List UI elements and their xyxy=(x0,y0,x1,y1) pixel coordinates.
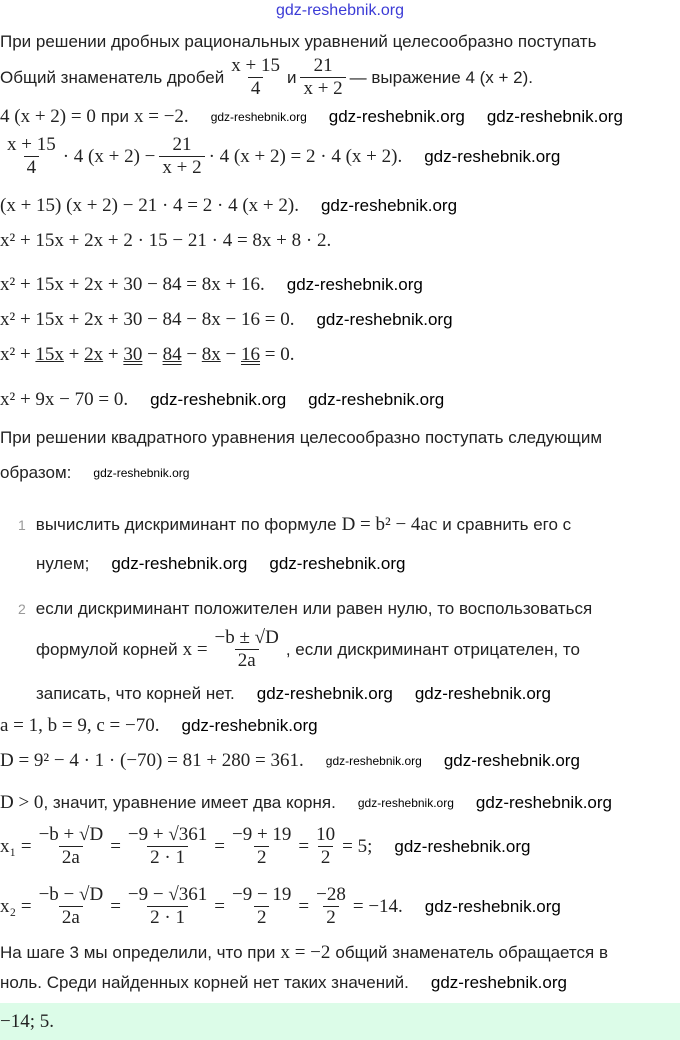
watermark: gdz-reshebnik.org xyxy=(308,390,445,409)
line-9-like-terms xyxy=(0,344,294,366)
line-5-row xyxy=(0,195,457,217)
line-5: (x + 15) (x + 2) − 21 · 4 = 2 · 4 (x + 2). xyxy=(0,195,299,216)
step-2-formula xyxy=(36,627,580,672)
denominator: 2 · 1 xyxy=(147,906,188,929)
numerator: 21 xyxy=(313,55,333,76)
numerator: x + 15 xyxy=(231,55,280,76)
fraction xyxy=(125,884,210,929)
root-x1: x₁ = $\frac{-b + √D}{2a}$ = $\frac{-9 + √361}{2 \cdot 1}$ = $\frac{-9 + 19}{2}$ = $\frac{10}{2}$ = 5; gdz-reshebnik.org xyxy=(0,824,531,868)
math: · 4 (x + 2) − xyxy=(62,145,156,167)
math: = −14. xyxy=(352,895,403,917)
numerator: x + 15 xyxy=(7,134,56,155)
fraction xyxy=(36,884,107,929)
denominator: 2 xyxy=(254,906,270,929)
answer: −14; 5. xyxy=(0,1011,54,1032)
math: 2x xyxy=(84,344,104,365)
watermark: gdz-reshebnik.org xyxy=(394,836,531,856)
line-8-row xyxy=(0,309,453,331)
text: вычислить дискриминант по формуле xyxy=(35,515,337,534)
numerator: −9 + √361 xyxy=(127,824,208,845)
text: при xyxy=(100,107,129,126)
denominator: 2a xyxy=(59,906,83,929)
watermark: gdz-reshebnik.org xyxy=(328,107,465,126)
text: формулой корней xyxy=(36,639,178,659)
denominator: 4 xyxy=(24,156,40,179)
line-6: x² + 15x + 2x + 2 · 15 − 21 · 4 = 8x + 8 · 2. xyxy=(0,230,332,251)
fraction xyxy=(159,134,204,179)
text: — выражение 4 (x + 2). xyxy=(349,67,533,87)
math: x₁ = xyxy=(0,835,32,857)
math: · 4 (x + 2) = 2 · 4 (x + 2). xyxy=(208,145,403,167)
denominator: x + 2 xyxy=(159,156,204,179)
watermark: gdz-reshebnik.org xyxy=(181,716,318,735)
math: − xyxy=(181,344,202,365)
watermark: gdz-reshebnik.org xyxy=(111,554,248,573)
line-8: x² + 15x + 2x + 30 − 84 − 8x − 16 = 0. xyxy=(0,309,295,330)
math: x₂ = xyxy=(0,895,32,917)
math: − xyxy=(142,344,163,365)
step-2-cont-row xyxy=(36,684,551,704)
text: и xyxy=(286,67,297,87)
discriminant-positive xyxy=(0,792,612,814)
coefficients: a = 1, b = 9, c = −70. xyxy=(0,715,160,736)
watermark: gdz-reshebnik.org xyxy=(357,796,454,810)
fraction xyxy=(300,55,345,100)
numerator: −9 − √361 xyxy=(127,884,208,905)
watermark: gdz-reshebnik.org xyxy=(93,466,190,480)
quad-intro-1: При решении квадратного уравнения целесообразно поступать следующим xyxy=(0,428,603,447)
line-7: x² + 15x + 2x + 30 − 84 = 8x + 16. xyxy=(0,274,265,295)
watermark: gdz-reshebnik.org xyxy=(150,390,287,409)
watermark: gdz-reshebnik.org xyxy=(486,107,623,126)
watermark: gdz-reshebnik.org xyxy=(443,751,580,770)
watermark: gdz-reshebnik.org xyxy=(430,973,567,992)
numerator: −b − √D xyxy=(38,884,104,905)
fraction xyxy=(212,627,282,672)
coefficients-row xyxy=(0,715,318,737)
watermark: gdz-reshebnik.org xyxy=(424,896,561,916)
watermark: gdz-reshebnik.org xyxy=(475,793,612,812)
watermark: gdz-reshebnik.org xyxy=(320,196,458,215)
fraction xyxy=(228,55,283,100)
line-10-row xyxy=(0,389,444,411)
denominator: 4 xyxy=(248,77,264,100)
numerator: −b ± √D xyxy=(214,627,279,648)
math: 84 xyxy=(162,344,182,365)
math: + xyxy=(103,344,124,365)
math: 8x xyxy=(201,344,221,365)
fraction xyxy=(313,824,338,869)
numerator: 10 xyxy=(316,824,336,845)
math: x = −2 xyxy=(280,942,331,963)
watermark: gdz-reshebnik.org xyxy=(269,554,406,573)
watermark-top[interactable]: gdz-reshebnik.org xyxy=(275,2,405,19)
text: На шаге 3 мы определили, что при xyxy=(0,943,276,962)
fraction xyxy=(229,824,294,869)
watermark: gdz-reshebnik.org xyxy=(286,275,423,294)
conclusion-2-row xyxy=(0,973,567,993)
math: D > 0 xyxy=(0,792,44,813)
line-10: x² + 9x − 70 = 0. xyxy=(0,389,129,410)
fraction xyxy=(229,884,294,929)
text: и сравнить его с xyxy=(442,515,572,534)
fraction xyxy=(313,884,349,929)
denominator: 2a xyxy=(59,846,83,869)
numerator: −b + √D xyxy=(38,824,104,845)
watermark: gdz-reshebnik.org xyxy=(210,110,307,124)
math: + xyxy=(63,344,85,365)
line-common-denominator xyxy=(0,55,533,100)
conclusion-2: ноль. Среди найденных корней нет таких значений. xyxy=(0,973,409,992)
fraction xyxy=(36,824,107,869)
fraction xyxy=(4,134,59,179)
math: 16 xyxy=(241,344,261,365)
answer-box xyxy=(0,1003,680,1040)
denominator: 2 xyxy=(323,906,339,929)
math: 15x xyxy=(35,344,64,365)
math: 4 (x + 2) = 0 xyxy=(0,106,96,127)
line-7-row xyxy=(0,274,423,296)
math: x = xyxy=(182,638,208,660)
text: Общий знаменатель дробей xyxy=(0,67,225,87)
math: x = −2. xyxy=(134,106,189,127)
discriminant-row xyxy=(0,750,580,772)
watermark: gdz-reshebnik.org xyxy=(316,310,453,329)
quad-intro-2: образом: xyxy=(0,463,72,482)
step-2-cont: записать, что корней нет. xyxy=(36,684,235,703)
math: 30 xyxy=(123,344,143,365)
denominator: 2 xyxy=(254,846,270,869)
line-zero-condition xyxy=(0,106,623,128)
quad-intro-2-row xyxy=(0,463,189,483)
watermark: gdz-reshebnik.org xyxy=(414,684,551,703)
numerator: −9 − 19 xyxy=(231,884,292,905)
math: = 5; xyxy=(342,835,373,857)
watermark: gdz-reshebnik.org xyxy=(424,146,561,166)
denominator: 2 · 1 xyxy=(147,846,188,869)
numerator: −28 xyxy=(316,884,346,905)
fraction xyxy=(125,824,210,869)
line-multiply xyxy=(0,134,560,179)
numerator: 21 xyxy=(172,134,192,155)
discriminant: D = 9² − 4 · 1 · (−70) = 81 + 280 = 361. xyxy=(0,750,304,771)
intro-text: При решении дробных рациональных уравнений целесообразно поступать xyxy=(0,32,597,51)
watermark: gdz-reshebnik.org xyxy=(256,684,393,703)
math: − xyxy=(220,344,242,365)
watermark: gdz-reshebnik.org xyxy=(325,754,422,768)
denominator: 2 xyxy=(318,846,334,869)
step-number: 1 xyxy=(18,517,26,533)
text: общий знаменатель обращается в xyxy=(335,943,608,962)
text: если дискриминант положителен или равен нулю, то воспользоваться xyxy=(35,599,593,618)
step-1-cont: нулем; xyxy=(36,554,90,573)
denominator: x + 2 xyxy=(300,77,345,100)
step-number: 2 xyxy=(18,601,26,617)
math: = 0. xyxy=(260,344,295,365)
denominator: 2a xyxy=(235,649,259,672)
step-1-cont-row xyxy=(36,554,405,574)
root-x2: x₂ = $\frac{-b - √D}{2a}$ = $\frac{-9 - √361}{2 \cdot 1}$ = $\frac{-9 - 19}{2}$ = $\frac{-28}{2}$ = −14. gdz-reshebnik.org xyxy=(0,884,561,928)
step-1 xyxy=(18,514,571,536)
math: x² + xyxy=(0,344,36,365)
text: , если дискриминант отрицателен, то xyxy=(285,639,580,659)
text: , значит, уравнение имеет два корня. xyxy=(43,793,336,812)
conclusion-1 xyxy=(0,942,608,964)
math: D = b² − 4ac xyxy=(341,514,438,535)
numerator: −9 + 19 xyxy=(231,824,292,845)
step-2 xyxy=(18,599,592,619)
